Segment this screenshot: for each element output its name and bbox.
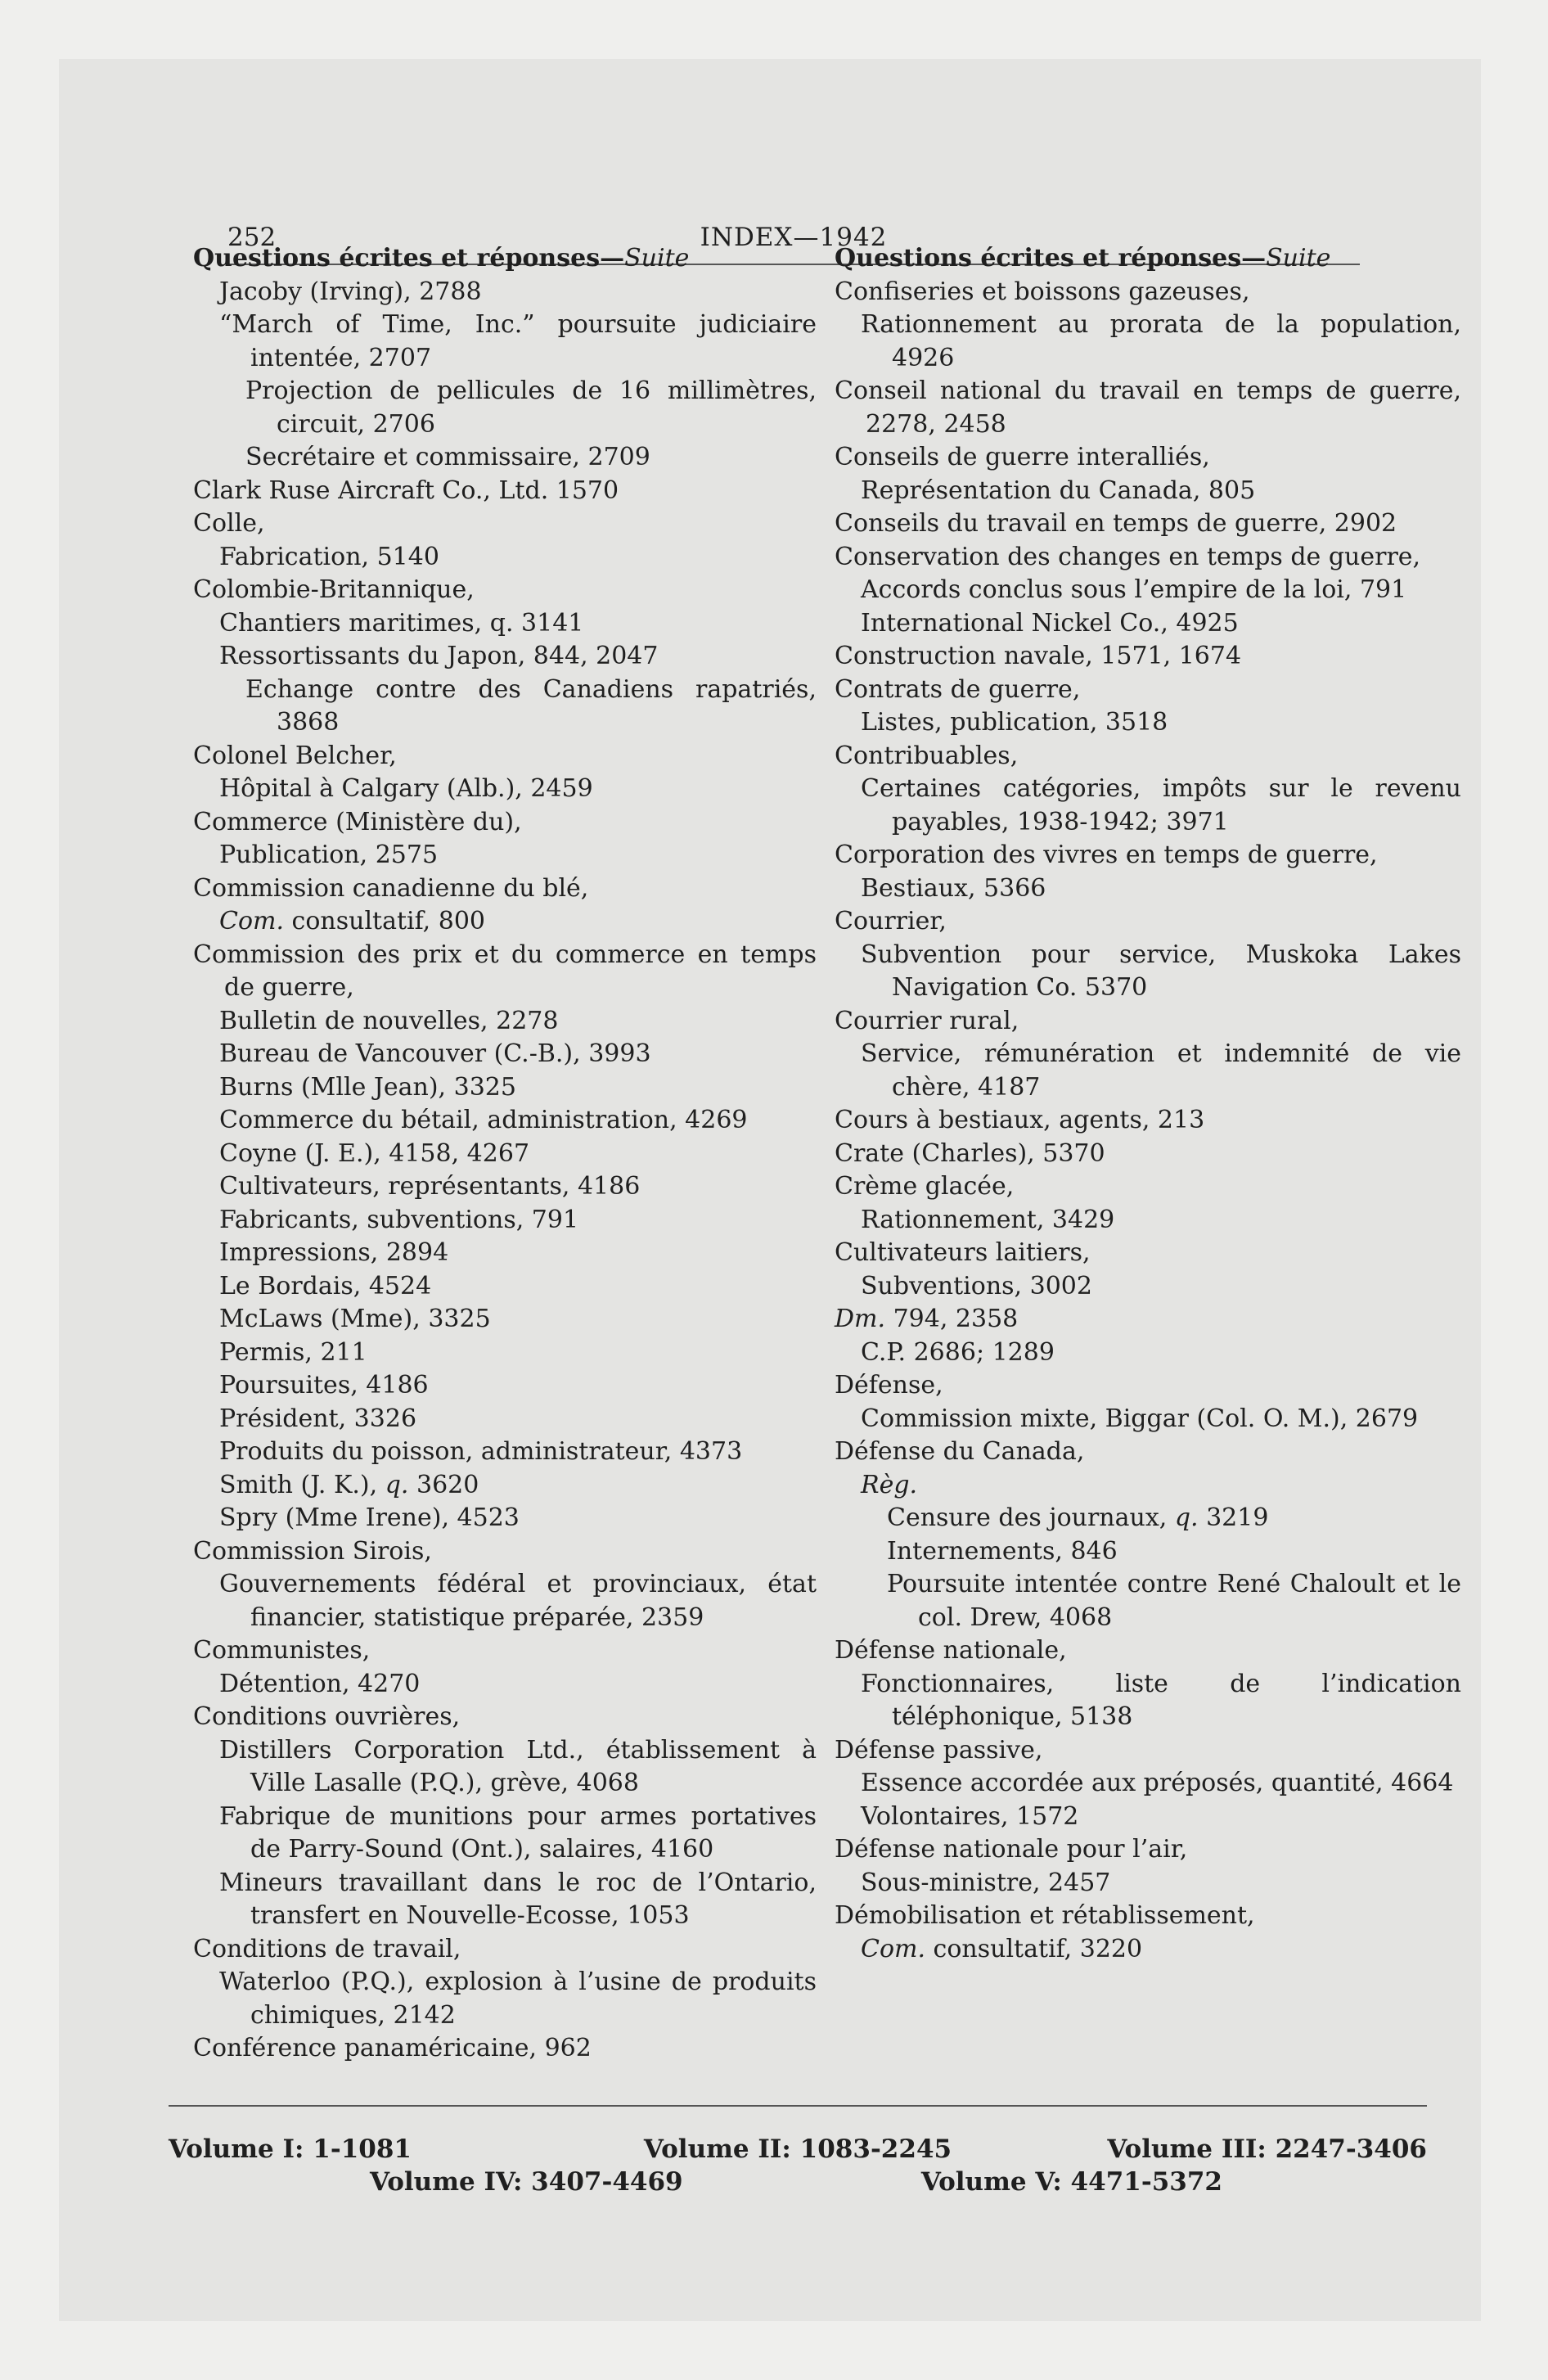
index-entry [193, 1005, 817, 1039]
entry-text: Clark Ruse Aircraft Co., Ltd. 1570 [193, 476, 619, 505]
section-heading [835, 242, 1461, 276]
entry-text: Burns (Mlle Jean), 3325 [219, 1072, 516, 1102]
index-entry [835, 309, 1461, 375]
index-entry [835, 1005, 1461, 1039]
entry-text: “March of Time, Inc.” poursuite judiciaire intentée, 2707 [219, 310, 817, 372]
entry-text: Distillers Corporation Ltd., établissement à Ville Lasalle (P.Q.), grève, 4068 [219, 1735, 817, 1797]
entry-text: Produits du poisson, administrateur, 4373 [219, 1437, 743, 1466]
index-entry [835, 872, 1461, 906]
entry-text: Spry (Mme Irene), 4523 [219, 1503, 520, 1532]
entry-text: Conseils de guerre interalliés, [835, 443, 1210, 471]
entry-text: Waterloo (P.Q.), explosion à l’usine de produits chimiques, 2142 [219, 1968, 817, 2030]
volume-range-5: Volume V: 4471-5372 [920, 2167, 1222, 2197]
entry-text: Rationnement, 3429 [861, 1205, 1115, 1234]
index-entry [835, 1170, 1461, 1204]
entry-text: Démobilisation et rétablissement, [835, 1901, 1255, 1930]
italic-text: Com. [219, 907, 284, 935]
entry-text: Colombie-Britannique, [193, 575, 475, 604]
entry-text: Bureau de Vancouver (C.-B.), 3993 [219, 1039, 651, 1068]
index-entry [193, 309, 817, 375]
index-entry [835, 1734, 1461, 1768]
italic-text: Com. [861, 1934, 925, 1963]
entry-text: Conférence panaméricaine, 962 [193, 2034, 592, 2062]
index-entry [835, 640, 1461, 674]
index-entry [835, 740, 1461, 773]
page-title: INDEX—1942 [700, 223, 888, 252]
index-entry [193, 1138, 817, 1171]
index-entry [193, 806, 817, 840]
index-entry [193, 1369, 817, 1403]
index-entry [835, 1138, 1461, 1171]
entry-text: Questions écrites et réponses— [835, 244, 1267, 273]
index-entry [193, 1801, 817, 1867]
index-column-right [835, 242, 1461, 1966]
index-entry [835, 1038, 1461, 1104]
entry-text: Gouvernements fédéral et provinciaux, état financier, statistique préparée, 2359 [219, 1570, 817, 1632]
index-entry [835, 1104, 1461, 1138]
entry-text: consultatif, 3220 [925, 1934, 1143, 1963]
entry-text: Publication, 2575 [219, 841, 439, 869]
entry-text: Coyne (J. E.), 4158, 4267 [219, 1138, 530, 1168]
index-entry [193, 939, 817, 1005]
entry-text: Confiseries et boissons gazeuses, [835, 277, 1250, 306]
index-entry [835, 1801, 1461, 1834]
index-entry [835, 1900, 1461, 1933]
index-entry [193, 607, 817, 641]
entry-text: McLaws (Mme), 3325 [219, 1305, 491, 1333]
entry-text: Rationnement au prorata de la population, 4926 [861, 310, 1461, 372]
entry-text: Détention, 4270 [219, 1669, 421, 1698]
entry-text: Communistes, [193, 1636, 371, 1665]
entry-text: Colle, [193, 509, 265, 538]
index-entry [193, 1734, 817, 1801]
index-entry [193, 1933, 817, 1967]
index-entry [835, 1237, 1461, 1270]
index-entry [835, 1867, 1461, 1900]
index-entry [835, 375, 1461, 441]
entry-text: Commission des prix et du commerce en temps de guerre, [193, 940, 817, 1002]
index-entry [193, 1170, 817, 1204]
index-entry [193, 2032, 817, 2066]
index-entry [835, 773, 1461, 839]
entry-text: Fonctionnaires, liste de l’indication téléphonique, 5138 [861, 1669, 1461, 1731]
index-entry [835, 475, 1461, 508]
entry-text: Impressions, 2894 [219, 1238, 449, 1267]
entry-text: Conditions ouvrières, [193, 1702, 461, 1731]
index-entry [193, 674, 817, 740]
entry-text: Poursuite intentée contre René Chaloult et le col. Drew, 4068 [887, 1570, 1461, 1632]
index-entry [835, 1535, 1461, 1569]
index-entry [193, 1303, 817, 1336]
entry-text: Défense du Canada, [835, 1437, 1085, 1466]
entry-text: Commission mixte, Biggar (Col. O. M.), 2679 [861, 1404, 1419, 1433]
index-entry [193, 1270, 817, 1304]
entry-text: Commerce (Ministère du), [193, 807, 522, 836]
entry-text: Commerce du bétail, administration, 4269 [219, 1106, 748, 1134]
index-entry [193, 1701, 817, 1734]
italic-text: Suite [1266, 244, 1331, 273]
entry-text: C.P. 2686; 1289 [861, 1337, 1055, 1367]
index-entry [193, 872, 817, 906]
index-entry [193, 574, 817, 607]
index-entry [835, 1270, 1461, 1304]
index-entry [193, 1867, 817, 1933]
entry-text: Construction navale, 1571, 1674 [835, 642, 1242, 670]
index-entry [193, 1104, 817, 1138]
entry-text: Mineurs travaillant dans le roc de l’Ontario, transfert en Nouvelle-Ecosse, 1053 [219, 1868, 817, 1930]
entry-text: Echange contre des Canadiens rapatriés, 3868 [245, 674, 817, 737]
index-entry [193, 375, 817, 441]
index-entry [835, 607, 1461, 641]
entry-text: Corporation des vivres en temps de guerre, [835, 841, 1378, 869]
entry-text: Conservation des changes en temps de guerre, [835, 542, 1421, 571]
section-heading [193, 242, 817, 276]
entry-text: Fabricants, subventions, 791 [219, 1205, 579, 1234]
entry-text: Crate (Charles), 5370 [835, 1138, 1105, 1168]
index-entry [835, 1568, 1461, 1634]
index-entry [193, 276, 817, 309]
index-entry [835, 276, 1461, 309]
index-entry [193, 640, 817, 674]
index-entry [193, 1336, 817, 1370]
entry-text: Crème glacée, [835, 1172, 1015, 1201]
entry-text: consultatif, 800 [284, 907, 485, 935]
entry-text: Cours à bestiaux, agents, 213 [835, 1106, 1205, 1134]
index-entry [193, 1038, 817, 1071]
index-entry [193, 1502, 817, 1535]
index-entry [835, 905, 1461, 939]
entry-text: Président, 3326 [219, 1404, 417, 1433]
entry-text: Conditions de travail, [193, 1934, 461, 1963]
index-entry [193, 905, 817, 939]
index-entry [835, 1436, 1461, 1469]
index-entry [835, 441, 1461, 475]
index-entry [835, 507, 1461, 541]
index-entry [193, 541, 817, 575]
entry-text: Bestiaux, 5366 [861, 873, 1046, 903]
entry-text: Permis, 211 [219, 1337, 367, 1367]
index-column-left [193, 242, 817, 2066]
volume-range-4: Volume IV: 3407-4469 [370, 2167, 683, 2197]
italic-text: Règ. [861, 1470, 918, 1499]
entry-text: Conseil national du travail en temps de guerre, 2278, 2458 [835, 376, 1461, 439]
index-entry [835, 1336, 1461, 1370]
entry-text: 3620 [408, 1470, 479, 1499]
index-entry [193, 475, 817, 508]
index-entry [193, 441, 817, 475]
index-entry [193, 1668, 817, 1702]
index-entry [193, 1634, 817, 1668]
index-entry [193, 1237, 817, 1270]
index-entry [193, 740, 817, 773]
index-entry [835, 1403, 1461, 1436]
index-entry [835, 1469, 1461, 1503]
entry-text: 3219 [1198, 1503, 1269, 1532]
index-entry [835, 674, 1461, 707]
index-entry [835, 1369, 1461, 1403]
page-number: 252 [227, 223, 277, 252]
entry-text: Accords conclus sous l’empire de la loi, 791 [861, 575, 1407, 604]
entry-text: Défense nationale, [835, 1636, 1067, 1665]
entry-text: Hôpital à Calgary (Alb.), 2459 [219, 774, 593, 803]
entry-text: Colonel Belcher, [193, 741, 397, 770]
index-entry [193, 1535, 817, 1569]
entry-text: Censure des journaux, [887, 1503, 1175, 1532]
entry-text: Subventions, 3002 [861, 1271, 1092, 1300]
entry-text: Chantiers maritimes, q. 3141 [219, 608, 584, 638]
italic-text: q. [1174, 1503, 1199, 1532]
index-entry [193, 1966, 817, 2032]
entry-text: Courrier rural, [835, 1006, 1019, 1035]
entry-text: Ressortissants du Japon, 844, 2047 [219, 642, 659, 670]
entry-text: Volontaires, 1572 [861, 1801, 1079, 1831]
index-entry [835, 1303, 1461, 1336]
italic-text: q. [385, 1470, 409, 1499]
entry-text: Fabrication, 5140 [219, 542, 439, 571]
entry-text: Défense passive, [835, 1735, 1043, 1765]
index-entry [835, 1502, 1461, 1535]
index-entry [193, 1568, 817, 1634]
entry-text: Cultivateurs laitiers, [835, 1238, 1091, 1267]
index-entry [193, 507, 817, 541]
entry-text: Cultivateurs, représentants, 4186 [219, 1172, 641, 1201]
entry-text: Jacoby (Irving), 2788 [219, 277, 482, 306]
entry-text: Questions écrites et réponses— [193, 244, 625, 273]
index-entry [835, 1933, 1461, 1967]
entry-text: Listes, publication, 3518 [861, 708, 1168, 737]
entry-text: Projection de pellicules de 16 millimètres, circuit, 2706 [245, 376, 817, 439]
index-entry [835, 574, 1461, 607]
index-entry [835, 1767, 1461, 1801]
entry-text: International Nickel Co., 4925 [861, 608, 1239, 638]
index-entry [193, 1204, 817, 1237]
index-entry [193, 1071, 817, 1105]
entry-text: Commission Sirois, [193, 1536, 432, 1566]
entry-text: Essence accordée aux préposés, quantité, 4664 [861, 1769, 1454, 1797]
index-entry [835, 839, 1461, 872]
entry-text: 794, 2358 [885, 1305, 1019, 1333]
entry-text: Service, rémunération et indemnité de vie chère, 4187 [861, 1039, 1461, 1102]
entry-text: Contribuables, [835, 741, 1019, 770]
index-entry [193, 773, 817, 806]
volume-range-3: Volume III: 2247-3406 [1107, 2134, 1427, 2164]
entry-text: Secrétaire et commissaire, 2709 [245, 443, 650, 471]
index-entry [835, 1204, 1461, 1237]
entry-text: Poursuites, 4186 [219, 1371, 429, 1400]
entry-text: Sous-ministre, 2457 [861, 1868, 1111, 1897]
entry-text: Commission canadienne du blé, [193, 873, 589, 903]
index-entry [193, 1403, 817, 1436]
entry-text: Courrier, [835, 907, 947, 935]
entry-text: Smith (J. K.), [219, 1470, 385, 1499]
index-entry [193, 1436, 817, 1469]
entry-text: Subvention pour service, Muskoka Lakes Navigation Co. 5370 [861, 940, 1461, 1002]
index-entry [835, 1833, 1461, 1867]
volume-range-2: Volume II: 1083-2245 [643, 2134, 952, 2164]
italic-text: Suite [624, 244, 690, 273]
index-entry [193, 839, 817, 872]
entry-text: Internements, 846 [887, 1536, 1118, 1566]
entry-text: Fabrique de munitions pour armes portatives de Parry-Sound (Ont.), salaires, 4160 [219, 1801, 817, 1864]
entry-text: Défense, [835, 1371, 943, 1400]
index-entry [835, 1634, 1461, 1668]
volume-footer [169, 2105, 1427, 2205]
entry-text: Le Bordais, 4524 [219, 1271, 432, 1300]
entry-text: Bulletin de nouvelles, 2278 [219, 1006, 559, 1035]
entry-text: Représentation du Canada, 805 [861, 476, 1256, 505]
entry-text: Contrats de guerre, [835, 674, 1081, 704]
index-entry [193, 1469, 817, 1503]
italic-text: Dm. [835, 1305, 886, 1333]
entry-text: Conseils du travail en temps de guerre, 2902 [835, 509, 1397, 538]
entry-text: Défense nationale pour l’air, [835, 1835, 1188, 1864]
entry-text: Certaines catégories, impôts sur le revenu payables, 1938-1942; 3971 [861, 774, 1461, 836]
index-entry [835, 541, 1461, 575]
volume-range-1: Volume I: 1-1081 [169, 2134, 412, 2164]
index-entry [835, 939, 1461, 1005]
index-entry [835, 706, 1461, 740]
index-entry [835, 1668, 1461, 1734]
